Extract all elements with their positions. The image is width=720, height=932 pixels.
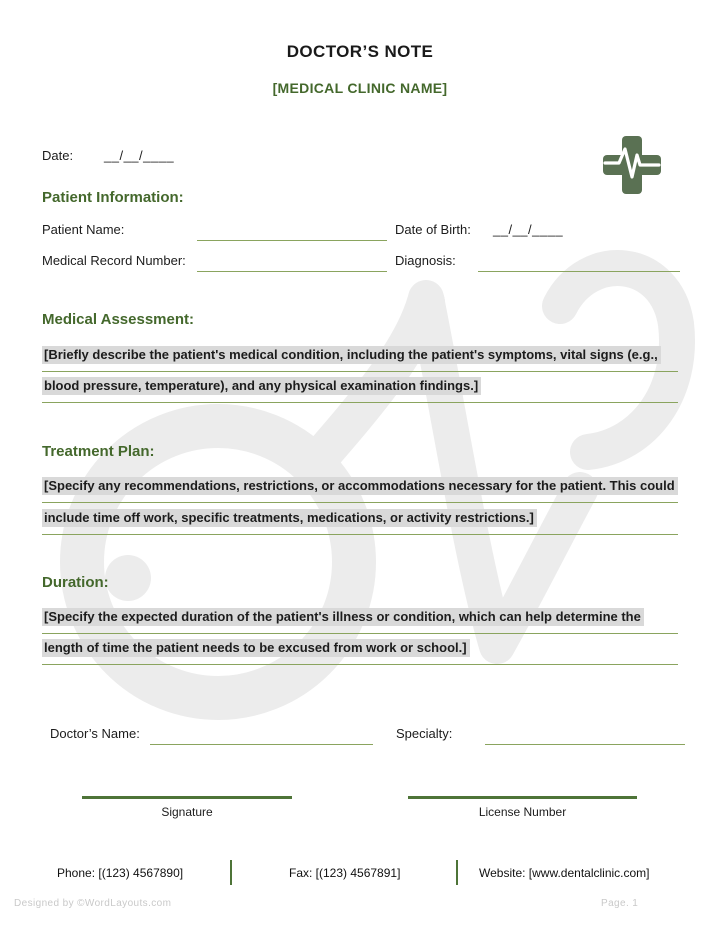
specialty-field[interactable] [485, 744, 685, 745]
treatment-plan-line-1: [Specify any recommendations, restrictions, or accommodations necessary for the patient. This could [42, 477, 678, 503]
footer-phone: Phone: [(123) 4567890] [57, 866, 184, 880]
treatment-plan-line-2: include time off work, specific treatments, medications, or activity restrictions.] [42, 509, 678, 535]
date-of-birth-label: Date of Birth: [395, 222, 471, 237]
patient-name-label: Patient Name: [42, 222, 125, 237]
duration-line-2: length of time the patient needs to be excused from work or school.] [42, 639, 678, 665]
license-number-caption: License Number [478, 805, 567, 819]
clinic-name: [MEDICAL CLINIC NAME] [272, 80, 448, 96]
doctor-name-field[interactable] [150, 744, 373, 745]
footer-website: Website: [www.dentalclinic.com] [479, 866, 650, 880]
designed-by-credit: Designed by ©WordLayouts.com [14, 898, 172, 909]
license-number-line[interactable] [408, 796, 637, 799]
date-field[interactable]: __/__/____ [104, 148, 175, 163]
medical-assessment-line-1: [Briefly describe the patient's medical condition, including the patient's symptoms, vital signs (e.g., [42, 346, 678, 372]
duration-heading: Duration: [42, 574, 109, 591]
date-of-birth-field[interactable]: __/__/____ [493, 222, 564, 237]
signature-line[interactable] [82, 796, 292, 799]
specialty-label: Specialty: [396, 726, 453, 741]
patient-information-heading: Patient Information: [42, 189, 184, 206]
footer-divider [230, 860, 232, 885]
medical-assessment-heading: Medical Assessment: [42, 311, 195, 328]
date-label: Date: [42, 148, 74, 163]
medical-assessment-line-2: blood pressure, temperature), and any physical examination findings.] [42, 377, 678, 403]
patient-name-field[interactable] [197, 240, 387, 241]
medical-cross-pulse-icon [599, 131, 665, 199]
footer-fax: Fax: [(123) 4567891] [289, 866, 401, 880]
medical-record-number-field[interactable] [197, 271, 387, 272]
diagnosis-label: Diagnosis: [395, 253, 456, 268]
page-title: DOCTOR’S NOTE [286, 42, 434, 61]
page-number: Page. 1 [601, 898, 639, 909]
doctor-name-label: Doctor’s Name: [50, 726, 140, 741]
diagnosis-field[interactable] [478, 271, 680, 272]
footer-divider [456, 860, 458, 885]
medical-record-number-label: Medical Record Number: [42, 253, 186, 268]
duration-line-1: [Specify the expected duration of the patient's illness or condition, which can help determine the [42, 608, 678, 634]
treatment-plan-heading: Treatment Plan: [42, 443, 155, 460]
signature-caption: Signature [161, 805, 213, 819]
